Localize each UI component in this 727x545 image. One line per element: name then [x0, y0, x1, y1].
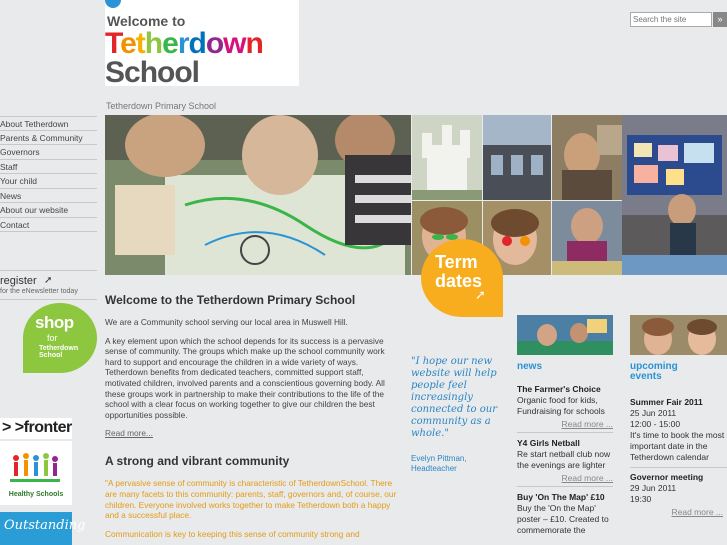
news-item-text: Buy the 'On the Map' poster – £10. Created to commemorate the	[517, 503, 609, 535]
intro-text: We are a Community school serving our local area in Muswell Hill.	[105, 317, 348, 327]
events-title-line2: events	[630, 371, 662, 382]
logo-letter: e	[120, 27, 136, 60]
news-item-title[interactable]: Y4 Girls Netball	[517, 438, 580, 448]
fronter-link[interactable]	[0, 418, 72, 439]
community-quote-text: "A pervasive sense of community is characteristic of TetherdownSchool. There are many facets to this community: parents, staff, governors and, of course, our children. Everyone involved works together to make Tetherdown both a happy and a successful place.	[105, 478, 397, 521]
news-title: news	[517, 361, 543, 372]
events-photo	[630, 315, 727, 355]
events-title-line1: upcoming	[630, 361, 678, 372]
healthy-schools-link[interactable]	[0, 441, 72, 505]
tagline: Tetherdown Primary School	[106, 101, 217, 111]
school-logo[interactable]	[105, 0, 299, 89]
fronter-logo: > >fronter	[2, 419, 72, 436]
term-dates-button[interactable]	[421, 239, 503, 317]
register-newsletter-link[interactable]	[0, 270, 97, 300]
event-item	[630, 472, 727, 520]
event-read-more-link[interactable]: Read more ...	[671, 507, 723, 517]
nav-about-tetherdown[interactable]: About Tetherdown	[0, 116, 97, 131]
nav-parents-community[interactable]: Parents & Community	[0, 131, 97, 146]
nav-about-website[interactable]: About our website	[0, 203, 97, 218]
logo-letter: t	[135, 27, 145, 60]
logo-letter: r	[177, 27, 189, 60]
main-nav	[0, 116, 97, 232]
nav-governors[interactable]: Governors	[0, 145, 97, 160]
news-item-title[interactable]: Buy 'On The Map' £10	[517, 492, 605, 502]
logo-letter: T	[105, 27, 121, 60]
photo-school-building	[483, 115, 551, 200]
events-list	[630, 397, 727, 525]
events-title	[630, 362, 678, 382]
logo-letter: o	[205, 27, 224, 60]
nav-staff[interactable]: Staff	[0, 160, 97, 175]
event-time: 12:00 - 15:00	[630, 419, 681, 429]
event-text: It's time to book the most important date in the Tetherdown calendar	[630, 430, 725, 462]
event-item	[630, 397, 727, 468]
event-time: 19:30	[630, 494, 652, 504]
photo-children-drawing	[105, 115, 411, 275]
event-title[interactable]: Summer Fair 2011	[630, 397, 703, 407]
hero-photo-collage	[105, 115, 727, 275]
photo-classroom-teacher	[622, 115, 727, 275]
quote-author: Evelyn Pittman, Headteacher	[411, 454, 467, 473]
news-item	[517, 384, 617, 433]
news-list	[517, 384, 617, 536]
arrow-icon: ➚	[475, 287, 486, 302]
photo-classroom-play	[552, 115, 622, 200]
nav-contact[interactable]: Contact	[0, 218, 97, 233]
logo-letter: w	[223, 27, 246, 60]
main-content	[105, 293, 397, 545]
welcome-heading: Welcome to the Tetherdown Primary School	[105, 293, 356, 307]
news-item-text: Organic food for kids, Fundraising for schools	[517, 395, 605, 416]
news-item-text: Re start netball club now the evenings are lighter	[517, 449, 611, 470]
event-title[interactable]: Governor meeting	[630, 472, 704, 482]
logo-letter: n	[245, 27, 263, 60]
nav-your-child[interactable]: Your child	[0, 174, 97, 189]
news-item	[517, 492, 617, 536]
nav-news[interactable]: News	[0, 189, 97, 204]
headteacher-quote	[411, 356, 509, 474]
shop-title: shop	[35, 313, 74, 332]
quote-text: "I hope our new website will help people feel increasingly connected to our community as a whole."	[411, 356, 497, 439]
outstanding-label: Outstanding	[4, 518, 86, 533]
search-box	[630, 12, 726, 27]
arrow-icon: ➚	[44, 275, 53, 286]
healthy-schools-label: Healthy Schools	[8, 491, 64, 498]
news-read-more-link[interactable]: Read more ...	[517, 473, 613, 487]
photo-model-castle	[412, 115, 482, 200]
ofsted-outstanding-badge[interactable]	[0, 512, 86, 545]
community-heading: A strong and vibrant community	[105, 454, 290, 469]
shop-for-tetherdown-button[interactable]	[23, 303, 97, 373]
event-date: 25 Jun 2011	[630, 408, 677, 418]
healthy-schools-figures-icon	[10, 453, 60, 485]
logo-letter: h	[144, 27, 163, 60]
logo-dot	[105, 0, 121, 8]
news-read-more-link[interactable]: Read more ...	[517, 419, 613, 433]
shop-for: for	[47, 333, 58, 343]
news-item-title[interactable]: The Farmer's Choice	[517, 384, 601, 394]
logo-letter: d	[188, 27, 206, 60]
read-more-link[interactable]: Read more...	[105, 428, 153, 439]
community-text-continued: Communication is key to keeping this sense of community strong and	[105, 528, 360, 539]
body-text: A key element upon which the school depends for its success is a pervasive sense of community. The groups which make up the school community work hard to support and encourage the children in a wide variety of ways. Tetherdown benefits from dedicated teachers, committed support staff, motivated children, involved parents and a conscientious governing body. All these groups work in partnership to make their contributions to the life of the school with a clear focus on working together to give our children the best opportunities possible.	[105, 335, 385, 420]
shop-school: Tetherdown School	[39, 345, 79, 359]
photo-classroom-activity	[552, 201, 622, 275]
news-photo	[517, 315, 613, 355]
logo-school: School	[105, 56, 200, 89]
register-title: register	[0, 275, 37, 287]
register-subtitle: for the eNewsletter today	[0, 288, 78, 295]
term-dates-label: Term dates	[435, 252, 483, 291]
search-go-button[interactable]: »	[713, 12, 727, 27]
event-date: 29 Jun 2011	[630, 483, 677, 493]
news-item	[517, 438, 617, 487]
search-input[interactable]	[630, 12, 712, 27]
logo-letter: e	[162, 27, 178, 60]
logo-welcome: Welcome to	[107, 13, 186, 29]
